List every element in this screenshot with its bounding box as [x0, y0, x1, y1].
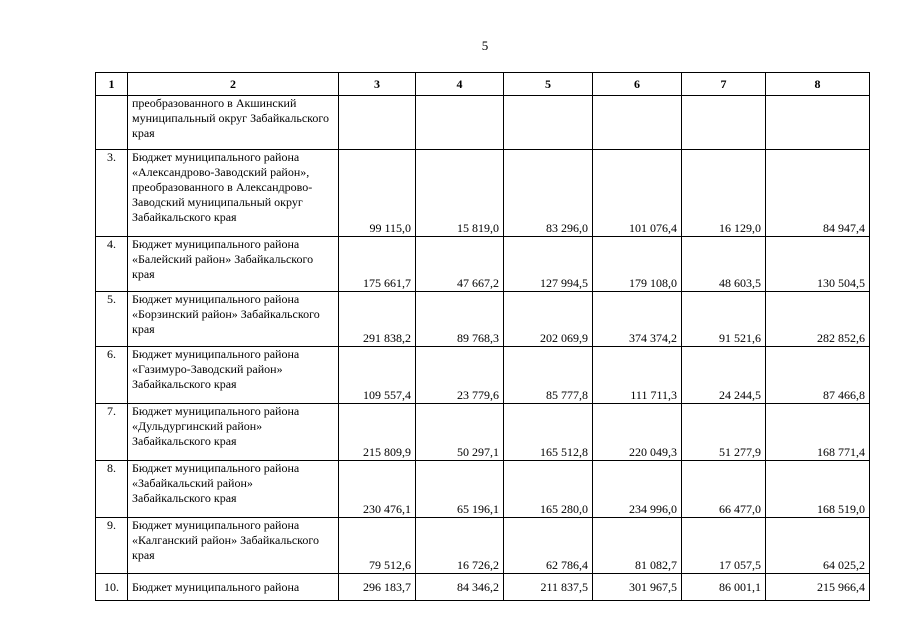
budget-name: Бюджет муниципального района	[128, 574, 339, 601]
value-cell: 215 966,4	[766, 574, 870, 601]
budget-name: Бюджет муниципального района «Борзинский район» Забайкальского края	[128, 292, 339, 347]
value-cell	[766, 96, 870, 150]
table-row	[96, 404, 870, 461]
table-row	[96, 150, 870, 237]
value-cell: 50 297,1	[416, 404, 504, 461]
value-cell: 301 967,5	[593, 574, 682, 601]
value-cell: 62 786,4	[504, 518, 593, 574]
value-cell: 130 504,5	[766, 237, 870, 292]
row-number: 10.	[96, 574, 128, 601]
value-cell: 111 711,3	[593, 347, 682, 404]
value-cell: 83 296,0	[504, 150, 593, 237]
column-header: 7	[682, 73, 766, 96]
value-cell: 65 196,1	[416, 461, 504, 518]
value-cell	[416, 96, 504, 150]
value-cell	[504, 96, 593, 150]
row-number: 5.	[96, 292, 128, 347]
column-header: 3	[339, 73, 416, 96]
value-cell: 296 183,7	[339, 574, 416, 601]
budget-name: Бюджет муниципального района «Забайкальский район» Забайкальского края	[128, 461, 339, 518]
value-cell: 179 108,0	[593, 237, 682, 292]
value-cell: 168 771,4	[766, 404, 870, 461]
row-number: 9.	[96, 518, 128, 574]
table-row	[96, 347, 870, 404]
value-cell: 109 557,4	[339, 347, 416, 404]
table-row	[96, 292, 870, 347]
value-cell: 51 277,9	[682, 404, 766, 461]
value-cell: 165 280,0	[504, 461, 593, 518]
table-row	[96, 237, 870, 292]
budget-name: преобразованного в Акшинский муниципальный округ Забайкальского края	[128, 96, 339, 150]
table-row	[96, 574, 870, 601]
value-cell: 282 852,6	[766, 292, 870, 347]
value-cell: 211 837,5	[504, 574, 593, 601]
value-cell: 168 519,0	[766, 461, 870, 518]
value-cell: 91 521,6	[682, 292, 766, 347]
value-cell: 24 244,5	[682, 347, 766, 404]
budget-name: Бюджет муниципального района «Газимуро-Заводский район» Забайкальского края	[128, 347, 339, 404]
value-cell: 202 069,9	[504, 292, 593, 347]
value-cell: 291 838,2	[339, 292, 416, 347]
table-row	[96, 461, 870, 518]
value-cell: 17 057,5	[682, 518, 766, 574]
budget-name: Бюджет муниципального района «Балейский район» Забайкальского края	[128, 237, 339, 292]
budget-name: Бюджет муниципального района «Дульдургинский район» Забайкальского края	[128, 404, 339, 461]
value-cell: 84 346,2	[416, 574, 504, 601]
table-row	[96, 96, 870, 150]
value-cell: 99 115,0	[339, 150, 416, 237]
value-cell: 101 076,4	[593, 150, 682, 237]
value-cell: 127 994,5	[504, 237, 593, 292]
value-cell: 47 667,2	[416, 237, 504, 292]
row-number: 3.	[96, 150, 128, 237]
value-cell: 16 726,2	[416, 518, 504, 574]
value-cell: 15 819,0	[416, 150, 504, 237]
row-number: 4.	[96, 237, 128, 292]
column-header: 6	[593, 73, 682, 96]
value-cell: 89 768,3	[416, 292, 504, 347]
value-cell: 165 512,8	[504, 404, 593, 461]
column-header: 8	[766, 73, 870, 96]
value-cell: 87 466,8	[766, 347, 870, 404]
value-cell	[339, 96, 416, 150]
column-header: 1	[96, 73, 128, 96]
table-row	[96, 518, 870, 574]
value-cell	[682, 96, 766, 150]
value-cell: 79 512,6	[339, 518, 416, 574]
row-number: 8.	[96, 461, 128, 518]
value-cell: 234 996,0	[593, 461, 682, 518]
value-cell: 48 603,5	[682, 237, 766, 292]
row-number: 7.	[96, 404, 128, 461]
value-cell: 374 374,2	[593, 292, 682, 347]
value-cell: 175 661,7	[339, 237, 416, 292]
column-header: 2	[128, 73, 339, 96]
budget-name: Бюджет муниципального района «Калганский район» Забайкальского края	[128, 518, 339, 574]
value-cell: 86 001,1	[682, 574, 766, 601]
value-cell: 230 476,1	[339, 461, 416, 518]
budget-table	[95, 72, 870, 601]
value-cell: 81 082,7	[593, 518, 682, 574]
value-cell: 84 947,4	[766, 150, 870, 237]
value-cell: 85 777,8	[504, 347, 593, 404]
row-number	[96, 96, 128, 150]
budget-name: Бюджет муниципального района «Александрово-Заводский район», преобразованного в Александрово-Заводский муниципальный округ Забайкальского края	[128, 150, 339, 237]
value-cell: 64 025,2	[766, 518, 870, 574]
column-header: 4	[416, 73, 504, 96]
value-cell: 215 809,9	[339, 404, 416, 461]
column-header: 5	[504, 73, 593, 96]
row-number: 6.	[96, 347, 128, 404]
value-cell	[593, 96, 682, 150]
value-cell: 66 477,0	[682, 461, 766, 518]
value-cell: 23 779,6	[416, 347, 504, 404]
table-header-row	[96, 73, 870, 96]
value-cell: 220 049,3	[593, 404, 682, 461]
page-number: 5	[481, 38, 489, 53]
value-cell: 16 129,0	[682, 150, 766, 237]
